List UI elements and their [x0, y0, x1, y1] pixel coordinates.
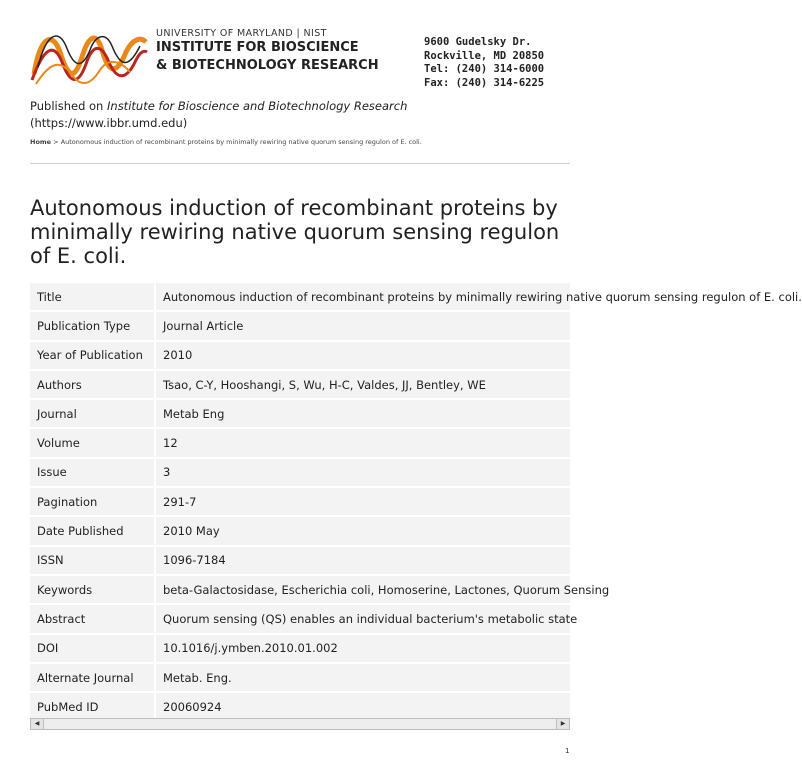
row-value: Autonomous induction of recombinant proteins by minimally rewiring native quorum sensing regulon of E. coli.: [156, 283, 570, 310]
row-label: Keywords: [30, 576, 156, 603]
institute-name-line2: & BIOTECHNOLOGY RESEARCH: [156, 58, 379, 73]
institute-name-line1: INSTITUTE FOR BIOSCIENCE: [156, 40, 359, 55]
table-row: [30, 517, 570, 544]
horizontal-scrollbar[interactable]: [30, 718, 570, 730]
published-site-link[interactable]: Institute for Bioscience and Biotechnology Research: [107, 99, 408, 113]
table-row: [30, 371, 570, 398]
published-url[interactable]: (https://www.ibbr.umd.edu): [30, 116, 188, 130]
row-label: Alternate Journal: [30, 664, 156, 691]
ibbr-logo-icon: [30, 22, 148, 92]
table-row: [30, 635, 570, 662]
row-value-authors[interactable]: Tsao, C-Y, Hooshangi, S, Wu, H-C, Valdes, JJ, Bentley, WE: [156, 371, 570, 398]
university-name: UNIVERSITY OF MARYLAND | NIST: [156, 28, 327, 39]
table-row: [30, 547, 570, 574]
row-value: 12: [156, 429, 570, 456]
row-value-keywords[interactable]: beta-Galactosidase, Escherichia coli, Homoserine, Lactones, Quorum Sensing: [156, 576, 570, 603]
page-title: Autonomous induction of recombinant proteins by minimally rewiring native quorum sensing regulon of E. coli.: [30, 196, 560, 268]
address-city: Rockville, MD 20850: [424, 49, 545, 62]
row-label: Authors: [30, 371, 156, 398]
row-value: 2010 May: [156, 517, 570, 544]
row-value: Quorum sensing (QS) enables an individual bacterium's metabolic state: [156, 605, 570, 632]
breadcrumb-current: Autonomous induction of recombinant proteins by minimally rewiring native quorum sensing regulon of E. coli.: [60, 138, 422, 146]
published-prefix: Published on: [30, 99, 108, 113]
row-label: Year of Publication: [30, 342, 156, 369]
address-street: 9600 Gudelsky Dr.: [424, 36, 532, 48]
row-label: Title: [30, 283, 156, 310]
address-block: [424, 36, 544, 90]
row-value: Metab. Eng.: [156, 664, 570, 691]
table-row: [30, 693, 570, 720]
table-row: [30, 576, 570, 603]
letterhead: [30, 22, 570, 92]
scroll-left-arrow-icon[interactable]: ◀: [31, 719, 44, 729]
row-value: 1096-7184: [156, 547, 570, 574]
row-value: Journal Article: [156, 312, 570, 339]
row-label: ISSN: [30, 547, 156, 574]
row-value: 2010: [156, 342, 570, 369]
table-row: [30, 342, 570, 369]
row-value: Metab Eng: [156, 400, 570, 427]
row-label: DOI: [30, 635, 156, 662]
breadcrumb: [30, 138, 422, 146]
biblio-table: [30, 281, 802, 722]
institute-name-block: [156, 28, 379, 75]
address-tel: Tel: (240) 314-6000: [424, 63, 545, 75]
row-label: Volume: [30, 429, 156, 456]
row-value: 291-7: [156, 488, 570, 515]
row-value-doi[interactable]: 10.1016/j.ymben.2010.01.002: [156, 635, 570, 662]
row-label: Abstract: [30, 605, 156, 632]
row-label: Issue: [30, 459, 156, 486]
table-row: [30, 605, 570, 632]
row-label: Pagination: [30, 488, 156, 515]
table-row: [30, 429, 570, 456]
breadcrumb-home-link[interactable]: Home: [30, 138, 52, 146]
row-label: Publication Type: [30, 312, 156, 339]
address-fax: Fax: (240) 314-6225: [424, 76, 545, 89]
table-row: [30, 459, 570, 486]
divider: [30, 163, 570, 164]
breadcrumb-separator: >: [51, 138, 61, 146]
table-row: [30, 312, 570, 339]
row-label: Date Published: [30, 517, 156, 544]
scroll-right-arrow-icon[interactable]: ▶: [556, 719, 569, 729]
table-row: [30, 283, 570, 310]
table-row: [30, 664, 570, 691]
table-row: [30, 400, 570, 427]
biblio-table-container[interactable]: [30, 281, 802, 719]
page-number: 1: [565, 747, 570, 755]
row-label: Journal: [30, 400, 156, 427]
row-value-pubmed[interactable]: 20060924: [156, 693, 570, 720]
published-on: [30, 98, 407, 132]
row-label: PubMed ID: [30, 693, 156, 720]
table-row: [30, 488, 570, 515]
row-value: 3: [156, 459, 570, 486]
